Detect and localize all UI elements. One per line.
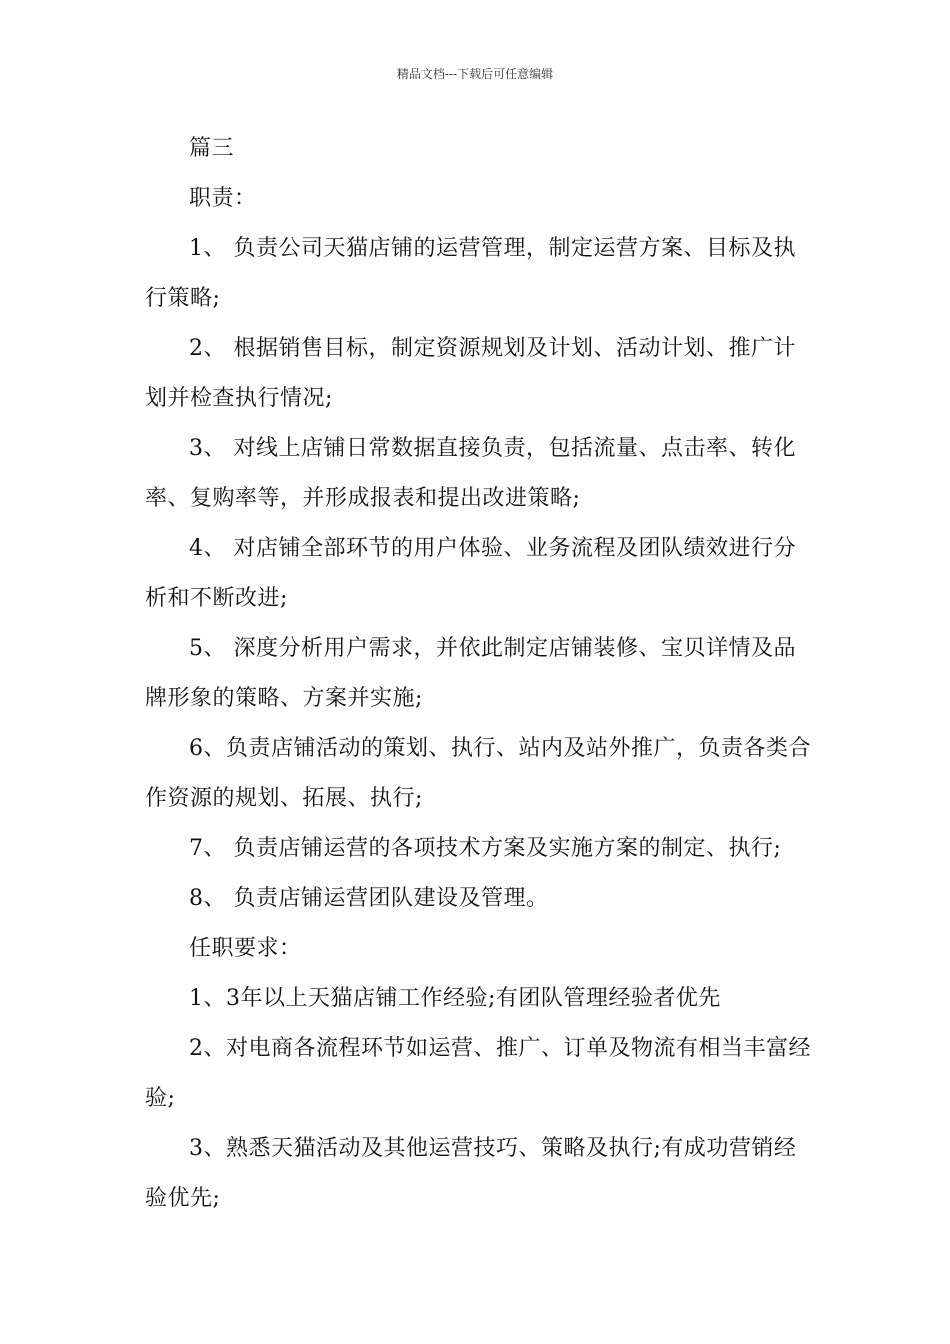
duty-item-3 xyxy=(145,432,807,516)
duty-line: 1、 负责公司天猫店铺的运营管理，制定运营方案、目标及执 xyxy=(189,236,796,261)
duty-line: 5、 深度分析用户需求，并依此制定店铺装修、宝贝详情及品 xyxy=(189,636,796,661)
duty-line: 8、 负责店铺运营团队建设及管理。 xyxy=(189,886,549,911)
duty-item-4 xyxy=(145,532,807,616)
page-header: 精品文档---下载后可任意编辑 xyxy=(396,67,554,81)
duty-line: 2、 根据销售目标，制定资源规划及计划、活动计划、推广计 xyxy=(189,336,796,361)
requirement-line: 3、熟悉天猫活动及其他运营技巧、策略及执行;有成功营销经 xyxy=(189,1136,797,1161)
duty-line-continued: 行策略; xyxy=(145,286,221,311)
duty-line: 6、负责店铺活动的策划、执行、站内及站外推广，负责各类合 xyxy=(189,736,811,761)
duty-item-2 xyxy=(145,332,807,416)
duty-line-continued: 划并检查执行情况; xyxy=(145,386,333,411)
duty-item-7 xyxy=(145,832,807,866)
requirement-item-2 xyxy=(145,1032,811,1116)
duty-line-continued: 析和不断改进; xyxy=(145,586,288,611)
section-title: 篇三 xyxy=(189,136,235,161)
duty-item-6 xyxy=(145,732,811,816)
duty-line: 4、 对店铺全部环节的用户体验、业务流程及团队绩效进行分 xyxy=(189,536,796,561)
duty-item-1 xyxy=(145,232,807,316)
duty-line-continued: 牌形象的策略、方案并实施; xyxy=(145,686,423,711)
duty-line: 3、 对线上店铺日常数据直接负责，包括流量、点击率、转化 xyxy=(189,436,796,461)
duty-item-8 xyxy=(145,882,807,916)
duties-heading: 职责： xyxy=(189,186,257,211)
duty-line-continued: 率、复购率等，并形成报表和提出改进策略; xyxy=(145,486,581,511)
duty-item-5 xyxy=(145,632,807,716)
requirement-item-1 xyxy=(145,982,807,1016)
requirement-item-3 xyxy=(145,1132,807,1216)
requirements-heading: 任职要求： xyxy=(189,936,302,961)
requirement-line-continued: 验优先; xyxy=(145,1186,221,1211)
requirement-line: 2、对电商各流程环节如运营、推广、订单及物流有相当丰富经 xyxy=(189,1036,811,1061)
document-body xyxy=(145,132,811,1216)
duty-line-continued: 作资源的规划、拓展、执行; xyxy=(145,786,423,811)
duty-line: 7、 负责店铺运营的各项技术方案及实施方案的制定、执行; xyxy=(189,836,782,861)
requirement-line: 1、3年以上天猫店铺工作经验;有团队管理经验者优先 xyxy=(189,986,721,1011)
requirement-line-continued: 验; xyxy=(145,1086,176,1111)
